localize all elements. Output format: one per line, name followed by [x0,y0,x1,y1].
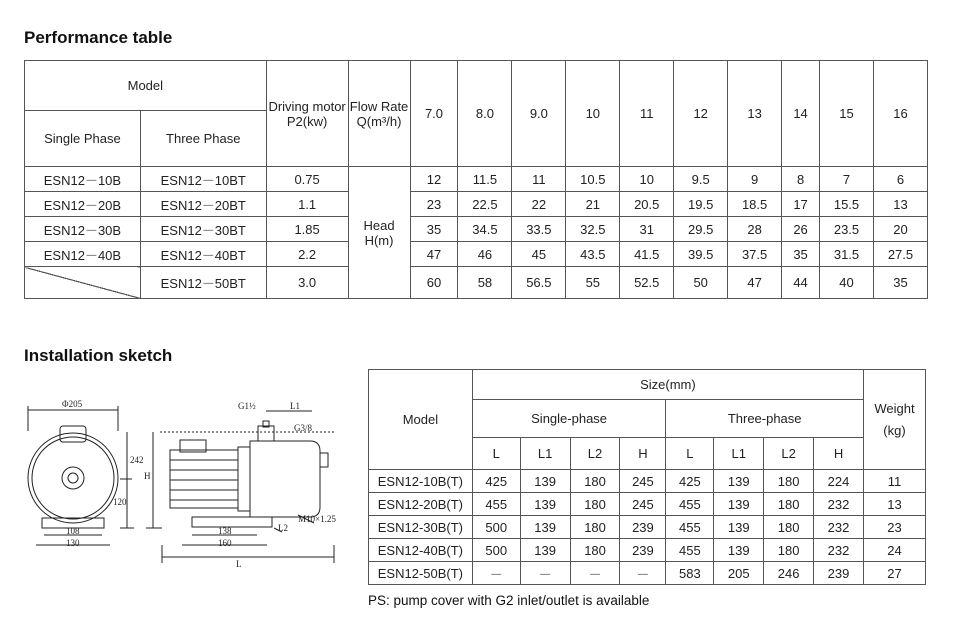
label-138: 138 [218,526,232,536]
head-value: 21 [566,192,620,217]
size-value: 205 [714,562,764,585]
head-value: 15.5 [820,192,874,217]
flow-header: 7.0 [410,61,458,167]
head-value: 31 [620,217,674,242]
size-value: 139 [520,470,570,493]
label-l1: L1 [290,401,300,411]
head-value: 50 [674,267,728,299]
head-value: 47 [410,242,458,267]
head-value: 22.5 [458,192,512,217]
size-value: 139 [714,516,764,539]
table-row [25,167,928,192]
motor-power: 1.1 [266,192,348,217]
size-value: 425 [472,470,520,493]
size-value: 180 [570,470,620,493]
single-model: ESN12－30B [25,217,141,242]
size-value: 500 [472,539,520,562]
head-value: 22 [512,192,566,217]
head-value: 10.5 [566,167,620,192]
col-header: L2 [570,438,620,470]
head-value: 52.5 [620,267,674,299]
size-value: 425 [666,470,714,493]
label-108: 108 [66,526,80,536]
size-value: 180 [764,539,814,562]
head-value: 29.5 [674,217,728,242]
flow-header: 11 [620,61,674,167]
motor-power: 3.0 [266,267,348,299]
head-value: 7 [820,167,874,192]
size-value: 455 [472,493,520,516]
head-value: 23 [410,192,458,217]
head-value: 55 [566,267,620,299]
motor-power: 0.75 [266,167,348,192]
label-120: 120 [113,497,127,507]
label-g38: G3/8 [294,423,312,433]
single-phase-header: Single Phase [25,111,141,167]
head-value: 17 [782,192,820,217]
table-row [369,493,926,516]
model-cell: ESN12-30B(T) [369,516,473,539]
size-value: － [620,562,666,585]
motor-power: 1.85 [266,217,348,242]
size-value: 455 [666,516,714,539]
head-label-cell [348,167,410,299]
driving-motor-header: Driving motor P2(kw) [266,61,348,167]
head-value: 40 [820,267,874,299]
table-row [25,192,928,217]
flow-header: 16 [873,61,927,167]
flow-header: 8.0 [458,61,512,167]
table-row [25,217,928,242]
flow-header: 10 [566,61,620,167]
label-l: L [236,559,242,569]
head-value: 32.5 [566,217,620,242]
label-l2: L2 [278,523,288,533]
weight-value: 13 [863,493,925,516]
head-value: 28 [728,217,782,242]
size-value: 239 [620,539,666,562]
head-value: 10 [620,167,674,192]
size-value: － [472,562,520,585]
size-value: 455 [666,493,714,516]
col-header: L [472,438,520,470]
label-dia: Φ205 [62,399,83,409]
model-header: Model [25,61,267,111]
flow-header: 9.0 [512,61,566,167]
head-value: 26 [782,217,820,242]
single-model: ESN12－10B [25,167,141,192]
model-cell: ESN12-40B(T) [369,539,473,562]
installation-sketch [22,395,362,575]
head-value: 20 [873,217,927,242]
model-cell: ESN12-10B(T) [369,470,473,493]
head-value: 41.5 [620,242,674,267]
head-unit: H(m) [364,232,394,248]
size-value: 246 [764,562,814,585]
head-value: 9 [728,167,782,192]
performance-title: Performance table [24,28,173,47]
single-phase-header: Single-phase [472,400,666,438]
col-header: H [814,438,864,470]
head-value: 39.5 [674,242,728,267]
col-header: L [666,438,714,470]
size-value: 455 [666,539,714,562]
model-cell: ESN12-20B(T) [369,493,473,516]
three-phase-header: Three-phase [666,400,864,438]
three-model: ESN12－10BT [140,167,266,192]
size-value: 239 [814,562,864,585]
label-160: 160 [218,538,232,548]
size-value: 139 [520,539,570,562]
single-model: ESN12－40B [25,242,141,267]
head-value: 35 [873,267,927,299]
model-cell: ESN12-50B(T) [369,562,473,585]
table-row [369,539,926,562]
head-value: 19.5 [674,192,728,217]
size-value: 583 [666,562,714,585]
size-value: 180 [570,493,620,516]
size-value: 239 [620,516,666,539]
size-value: － [520,562,570,585]
col-header: H [620,438,666,470]
size-value: 139 [520,516,570,539]
head-value: 44 [782,267,820,299]
head-value: 9.5 [674,167,728,192]
head-value: 8 [782,167,820,192]
three-model: ESN12－40BT [140,242,266,267]
three-phase-header: Three Phase [140,111,266,167]
head-value: 58 [458,267,512,299]
head-value: 56.5 [512,267,566,299]
head-value: 34.5 [458,217,512,242]
flow-header: 12 [674,61,728,167]
head-value: 43.5 [566,242,620,267]
head-value: 45 [512,242,566,267]
size-value: 180 [764,516,814,539]
size-value: 180 [764,493,814,516]
head-value: 47 [728,267,782,299]
size-value: 139 [714,493,764,516]
single-model: ESN12－20B [25,192,141,217]
size-value: 180 [764,470,814,493]
flow-header: 14 [782,61,820,167]
table-row [369,470,926,493]
head-value: 31.5 [820,242,874,267]
flow-header: 13 [728,61,782,167]
size-value: 245 [620,470,666,493]
weight-value: 11 [863,470,925,493]
size-table [368,369,926,585]
head-value: 35 [410,217,458,242]
weight-value: 24 [863,539,925,562]
col-header: L1 [714,438,764,470]
size-value: － [570,562,620,585]
table-row [25,267,928,299]
head-value: 60 [410,267,458,299]
size-value: 139 [714,539,764,562]
motor-power: 2.2 [266,242,348,267]
head-value: 11.5 [458,167,512,192]
performance-table [24,60,928,299]
label-242: 242 [130,455,144,465]
size-value: 232 [814,493,864,516]
size-header: Size(mm) [472,370,863,400]
size-value: 139 [714,470,764,493]
head-value: 35 [782,242,820,267]
three-model: ESN12－30BT [140,217,266,242]
table-row [25,242,928,267]
model-header: Model [369,370,473,470]
label-130: 130 [66,538,80,548]
head-value: 33.5 [512,217,566,242]
label-m10: M10×1.25 [298,514,336,524]
head-value: 13 [873,192,927,217]
size-value: 245 [620,493,666,516]
diagonal-empty-cell [25,267,141,299]
head-value: 18.5 [728,192,782,217]
col-header: L1 [520,438,570,470]
head-value: 6 [873,167,927,192]
size-value: 500 [472,516,520,539]
three-model: ESN12－50BT [140,267,266,299]
size-value: 180 [570,539,620,562]
weight-value: 27 [863,562,925,585]
head-value: 27.5 [873,242,927,267]
installation-title: Installation sketch [24,346,173,365]
head-value: 46 [458,242,512,267]
head-value: 11 [512,167,566,192]
footnote: PS: pump cover with G2 inlet/outlet is available [368,593,650,608]
label-h: H [144,471,151,481]
table-row [369,516,926,539]
size-value: 232 [814,516,864,539]
head-value: 23.5 [820,217,874,242]
weight-value: 23 [863,516,925,539]
col-header: L2 [764,438,814,470]
three-model: ESN12－20BT [140,192,266,217]
flow-rate-header: Flow Rate Q(m³/h) [348,61,410,167]
size-value: 232 [814,539,864,562]
label-g1: G1½ [238,401,256,411]
head-label: Head [363,217,395,233]
flow-header: 15 [820,61,874,167]
head-value: 37.5 [728,242,782,267]
weight-header: Weight (kg) [863,370,925,470]
head-value: 20.5 [620,192,674,217]
head-value: 12 [410,167,458,192]
size-value: 139 [520,493,570,516]
size-value: 180 [570,516,620,539]
size-value: 224 [814,470,864,493]
table-row [369,562,926,585]
